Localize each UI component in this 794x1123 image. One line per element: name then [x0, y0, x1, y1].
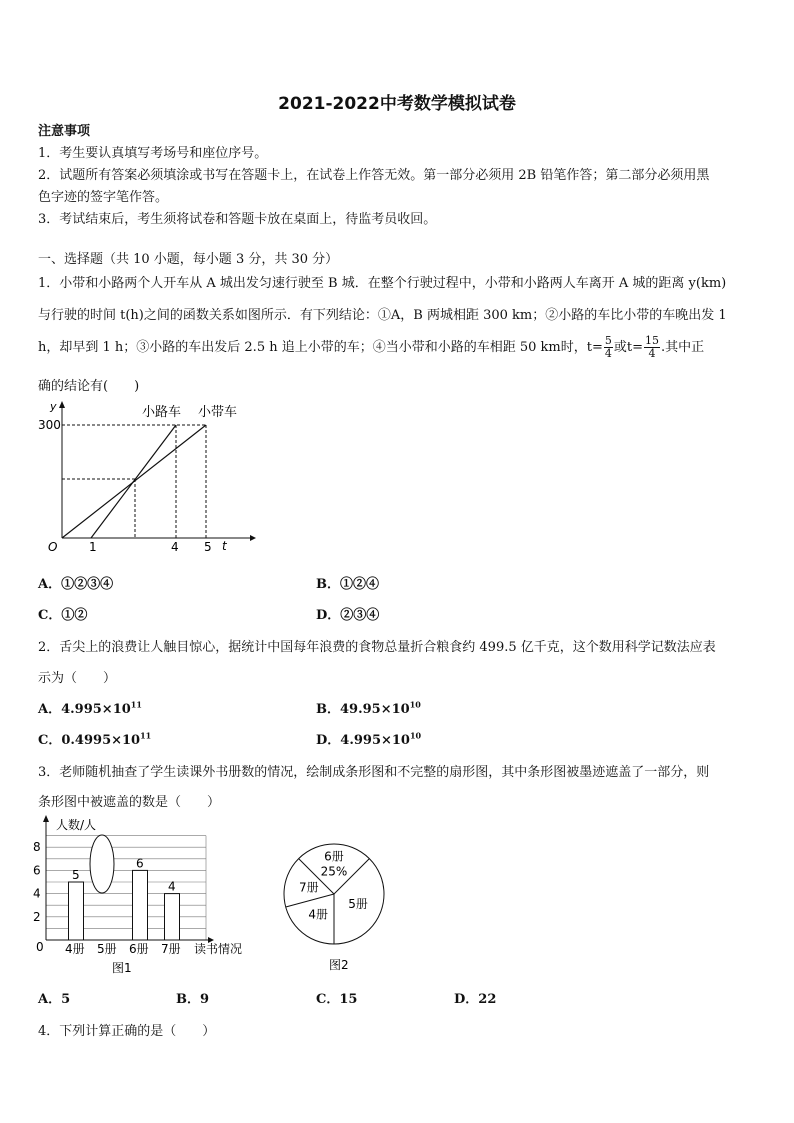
option-exponent: 11: [130, 699, 142, 710]
option-text: 4.995×10: [340, 733, 410, 748]
bar-y-axis-arrow: [43, 815, 49, 822]
option-text: ①②④: [340, 577, 380, 592]
q2-line1: 2．舌尖上的浪费让人触目惊心，据统计中国每年浪费的食物总量折合粮食约 499.5 亿千克，这个数用科学记数法应表: [38, 640, 716, 655]
bar-category-label: 7册: [161, 942, 181, 956]
q3-option-d[interactable]: [454, 988, 496, 1007]
bar-y-tick: 6: [33, 863, 41, 878]
notice-item: 3．考试结束后，考生须将试卷和答题卡放在桌面上，待监考员收回。: [38, 212, 437, 227]
fraction-den: 4: [604, 347, 612, 360]
bar-origin: 0: [36, 940, 44, 954]
q3-option-c[interactable]: [316, 988, 357, 1007]
q2-option-c[interactable]: [38, 729, 151, 748]
bar-value-label: 4: [168, 879, 176, 894]
q3-line1: 3．老师随机抽查了学生读课外书册数的情况，绘制成条形图和不完整的扇形图，其中条形图被墨迹遮盖了一部分，则: [38, 765, 710, 780]
bar-category-label: 5册: [97, 942, 117, 956]
fraction-5-4: [604, 335, 613, 360]
pie-slice-label: 6册: [324, 849, 344, 864]
pie-slice-percent: 25%: [320, 864, 348, 879]
pie-slice-label: 5册: [348, 896, 368, 911]
option-text: ②③④: [340, 608, 380, 623]
q1-option-d[interactable]: [316, 604, 379, 623]
page-title: 2021-2022中考数学模拟试卷: [278, 94, 516, 114]
fraction-num: 15: [645, 334, 660, 347]
option-label: A．: [38, 992, 62, 1007]
pie-slice-label: 7册: [299, 880, 319, 895]
label-xiaodai-car: 小带车: [198, 405, 238, 420]
bar: [165, 894, 180, 940]
q3-option-b[interactable]: [176, 988, 209, 1007]
option-text: 22: [478, 992, 497, 1007]
notice-heading: 注意事项: [38, 124, 91, 139]
fraction-den: 4: [648, 347, 656, 360]
q1-line3: [38, 333, 704, 363]
option-label: C．: [316, 992, 340, 1007]
q2-option-d[interactable]: [316, 729, 421, 748]
option-label: C．: [38, 608, 62, 623]
option-label: A．: [38, 702, 62, 717]
y-axis-arrow: [59, 401, 65, 408]
bar-y-tick: 8: [33, 840, 41, 855]
option-label: D．: [316, 733, 341, 748]
x-tick-5: 5: [204, 540, 212, 554]
option-label: B．: [176, 992, 200, 1007]
y-axis-label: y: [50, 400, 57, 413]
q3-line2: 条形图中被遮盖的数是（ ）: [38, 795, 221, 810]
option-text: 9: [200, 992, 210, 1007]
label-xiaolu-car: 小路车: [142, 405, 182, 420]
x-tick-1: 1: [89, 540, 97, 554]
option-exponent: 10: [409, 699, 421, 710]
notice-item: 1．考生要认真填写考场号和座位序号。: [38, 146, 268, 161]
q4-line1: 4．下列计算正确的是（ ）: [38, 1024, 216, 1039]
option-label: D．: [316, 608, 341, 623]
pie-marks: [284, 844, 384, 944]
q2-option-b[interactable]: [316, 698, 421, 717]
fraction-num: 5: [604, 334, 612, 347]
option-text: 4.995×10: [61, 702, 131, 717]
bar-y-title: 人数/人: [56, 818, 97, 832]
q2-option-a[interactable]: [38, 698, 142, 717]
option-text: 0.4995×10: [61, 733, 141, 748]
ink-blot-cover: [90, 835, 114, 893]
section-heading: 一、选择题（共 10 小题，每小题 3 分，共 30 分）: [38, 252, 339, 267]
option-label: D．: [454, 992, 479, 1007]
option-label: B．: [316, 577, 340, 592]
option-text: ①②③④: [61, 577, 114, 592]
option-label: C．: [38, 733, 62, 748]
q1-option-c[interactable]: [38, 604, 87, 623]
pie-caption: 图2: [329, 958, 349, 972]
pie-chart: [282, 842, 392, 976]
bar-value-label: 5: [72, 868, 80, 882]
x-tick-4: 4: [171, 540, 179, 554]
notice-item: 2．试题所有答案必须填涂或书写在答题卡上，在试卷上作答无效。第一部分必须用 2B 铅笔作答；第二部分必须用黑: [38, 168, 710, 183]
or-word: 或: [613, 340, 627, 355]
notice-item: 色字迹的签字笔作答。: [38, 190, 169, 205]
q1-option-b[interactable]: [316, 573, 379, 592]
option-exponent: 10: [409, 730, 422, 741]
option-text: 5: [61, 992, 71, 1007]
option-text: 49.95×10: [340, 702, 410, 717]
q1-line4: 确的结论有( ): [38, 379, 140, 394]
bar: [133, 870, 148, 940]
t-var: t=: [626, 340, 644, 355]
option-exponent: 11: [140, 730, 152, 741]
bar-value-label: 6: [136, 856, 144, 871]
bar-marks: [65, 856, 181, 956]
bar-y-tick: 4: [33, 886, 41, 901]
bar: [69, 882, 84, 940]
q1-line3-text: h，却早到 1 h；③小路的车出发后 2.5 h 追上小带的车；④当小带和小路的车相距 50 km时，: [38, 340, 587, 355]
pie-slice-label: 4册: [308, 907, 329, 922]
q2-line2: 示为（ ）: [38, 671, 117, 686]
option-text: ①②: [61, 608, 88, 623]
bar-category-label: 6册: [129, 942, 149, 956]
q1-option-a[interactable]: [38, 573, 113, 592]
bar-y-ticks: [33, 840, 41, 924]
bar-x-title: 读书情况: [194, 942, 243, 956]
line-xiaolu-car: [91, 425, 176, 538]
x-axis-arrow: [250, 535, 256, 541]
q3-option-a[interactable]: [38, 988, 70, 1007]
fraction-15-4: [644, 335, 660, 360]
q1-line1: 1．小带和小路两个人开车从 A 城出发匀速行驶至 B 城．在整个行驶过程中，小带和小路两人车离开 A 城的距离 y(km): [38, 276, 727, 291]
distance-time-graph: [38, 398, 258, 556]
q1-line2: 与行驶的时间 t(h)之间的函数关系如图所示．有下列结论：①A，B 两城相距 300 km；②小路的车比小带的车晚出发 1: [38, 308, 727, 323]
q1-line3-end: .其中正: [661, 340, 705, 355]
origin-label: O: [48, 540, 58, 554]
option-label: A．: [38, 577, 62, 592]
t-axis-label: t: [222, 539, 227, 553]
option-text: 15: [339, 992, 358, 1007]
bar-y-tick: 2: [33, 909, 41, 924]
bar-chart: [30, 814, 258, 976]
y-tick-300: 300: [38, 418, 61, 432]
bar-category-label: 4册: [65, 942, 85, 956]
option-label: B．: [316, 702, 340, 717]
bar-caption: 图1: [112, 961, 132, 975]
t-var: t=: [586, 340, 603, 355]
